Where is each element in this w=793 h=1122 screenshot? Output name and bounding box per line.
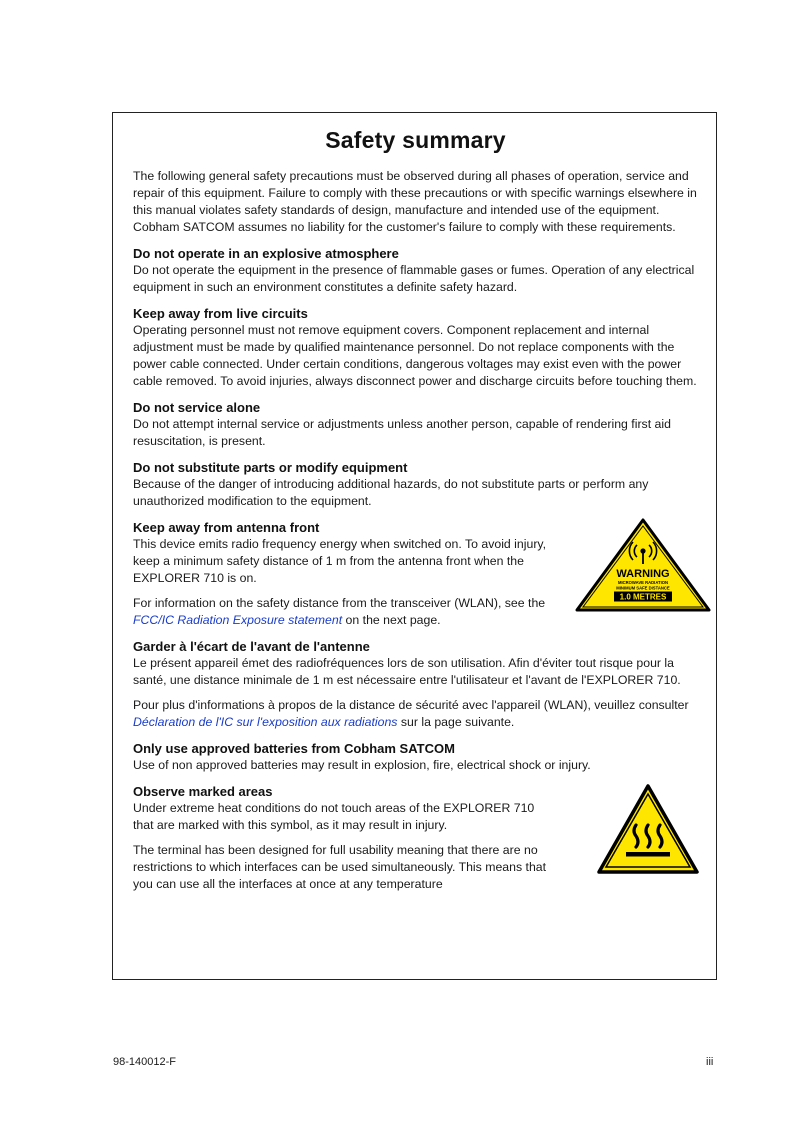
section-marked-areas [133,783,698,893]
intro-paragraph: The following general safety precautions must be observed during all phases of operation, service and repair of this equipment. Failure to comply with these precautions or with specific warnings elsewhere in this manual violates safety standards of design, manufacture and intended use of the equipment. Cobham SATCOM assumes no liability for the customer's failure to comply with these requirements. [133,169,697,234]
hot-surface-warning-icon [596,783,700,875]
fcc-statement-link[interactable]: FCC/IC Radiation Exposure statement [133,613,343,627]
warning-word: WARNING [616,568,670,580]
section-service-alone [133,399,698,450]
section-substitute [133,459,698,510]
antenna-text [133,519,553,629]
safety-summary-frame [112,112,717,980]
section-heading: Observe marked areas [133,784,273,799]
antenna-row [133,519,698,629]
ic-declaration-link[interactable]: Déclaration de l'IC sur l'exposition aux radiations [133,715,398,729]
safety-content [133,113,698,893]
section-body: Le présent appareil émet des radiofréquences lors de son utilisation. Afin d'éviter tout risque pour la santé, une distance minimale de 1 m est nécessaire entre l'utilisateur et l'avant de l'EXPLORER 710. [133,656,681,687]
section-body: Use of non approved batteries may result in explosion, fire, electrical shock or injury. [133,758,591,772]
section-body-2: The terminal has been designed for full usability meaning that there are no restrictions to which interfaces can be used simultaneously. This means that you can use all the interfaces at once at any temperature [133,843,547,891]
section-heading: Garder à l'écart de l'avant de l'antenne [133,639,370,654]
section-batteries [133,740,698,774]
section-heading: Do not substitute parts or modify equipment [133,460,408,475]
section-body: Operating personnel must not remove equipment covers. Component replacement and internal adjustment must be made by qualified maintenance personnel. Do not replace components with the power cable connected. Under certain conditions, dangerous voltages may exist even with the power cable removed. To avoid injuries, always disconnect power and discharge circuits before touching them. [133,323,697,388]
section-explosive [133,245,698,296]
section-heading: Only use approved batteries from Cobham SATCOM [133,741,455,756]
section-heading: Do not service alone [133,400,261,415]
section-antenna-fr [133,638,698,731]
warning-line2: MINIMUM SAFE DISTANCE [616,585,670,591]
section-antenna [133,519,698,629]
radiation-warning-sign-icon [574,517,712,613]
section-body: Do not attempt internal service or adjustments unless another person, capable of rendering first aid resuscitation, is present. [133,417,671,448]
warning-line1: MICROWAVE RADIATION [617,580,669,585]
antenna-info: For information on the safety distance from the transceiver (WLAN), see the FCC/IC Radiation Exposure statement on the next page. [133,596,546,627]
section-heading: Do not operate in an explosive atmosphere [133,246,399,261]
section-body: Do not operate the equipment in the presence of flammable gases or fumes. Operation of any electrical equipment in such an environment constitutes a definite safety hazard. [133,263,695,294]
document-number: 98-140012-F [113,1056,176,1068]
marked-areas-text [133,783,553,893]
section-body: Under extreme heat conditions do not touch areas of the EXPLORER 710 that are marked with this symbol, as it may result in injury. [133,801,535,832]
section-body: Because of the danger of introducing additional hazards, do not substitute parts or perform any unauthorized modification to the equipment. [133,477,649,508]
section-heading: Keep away from antenna front [133,520,320,535]
marked-areas-row [133,783,698,893]
section-heading: Keep away from live circuits [133,306,308,321]
antenna-fr-info: Pour plus d'informations à propos de la distance de sécurité avec l'appareil (WLAN), veuillez consulter Déclaration de l'IC sur l'exposition aux radiations sur la page suivante. [133,698,689,729]
section-body: This device emits radio frequency energy when switched on. To avoid injury, keep a minimum safety distance of 1 m from the antenna front when the EXPLORER 710 is on. [133,537,547,585]
warning-distance: 1.0 METRES [619,592,667,602]
page-title: Safety summary [325,127,506,153]
page-number: iii [706,1056,714,1068]
section-live-circuits [133,305,698,390]
